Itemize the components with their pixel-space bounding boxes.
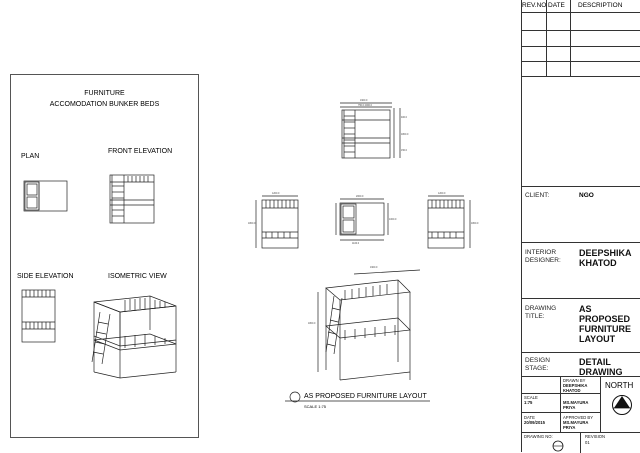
drawing-title-line4: LAYOUT: [579, 334, 616, 344]
north-label: NORTH: [605, 381, 634, 390]
drawing-no-label: DRAWING NO:: [524, 434, 553, 439]
scale-value: 1:75: [524, 400, 533, 405]
svg-text:1000.0: 1000.0: [389, 218, 397, 221]
svg-text:150.0: 150.0: [401, 149, 407, 152]
client-value: NGO: [579, 192, 594, 199]
approved-value-line2: PRIYA: [563, 425, 576, 430]
date-value: 20/09/2015: [524, 420, 545, 425]
svg-text:1900.0: 1900.0: [360, 99, 368, 102]
main-isometric-view: [318, 270, 420, 380]
drawing-title-line2: PROPOSED: [579, 314, 631, 324]
svg-text:1100.0: 1100.0: [352, 242, 360, 245]
drawn-by-value-line1: DEEPSHIKA: [563, 383, 588, 388]
svg-text:400.0: 400.0: [401, 116, 407, 119]
legend-side-elevation-label: SIDE ELEVATION: [17, 273, 74, 280]
client-label: CLIENT:: [525, 192, 550, 199]
drawing-caption-scale: SCALE 1:75: [304, 404, 327, 409]
stage-label-line2: STAGE:: [525, 365, 549, 372]
drawing-title-label-line1: DRAWING: [525, 305, 557, 312]
drawn-by-label: DRAWN BY: [563, 378, 586, 383]
legend-front-elevation-label: FRONT ELEVATION: [108, 148, 173, 155]
revision-value: 01: [585, 440, 590, 445]
legend-front-elevation-thumb: [110, 175, 154, 223]
stage-value-line2: DRAWING: [579, 367, 623, 377]
rev-header-revno: REV.NO: [522, 2, 547, 9]
designer-value-line1: DEEPSHIKA: [579, 248, 632, 258]
drawn-by-value-line2: KHATOD: [563, 388, 581, 393]
rev-header-date: DATE: [548, 2, 565, 9]
rev-header-description: DESCRIPTION: [578, 2, 623, 9]
date-label: DATE: [524, 415, 535, 420]
main-side-elevation-right: [428, 196, 470, 248]
svg-text:1800.0: 1800.0: [308, 322, 316, 325]
legend-title-line1: FURNITURE: [84, 90, 125, 97]
main-plan: [336, 199, 388, 240]
designer-label-line1: INTERIOR: [525, 249, 557, 256]
designer-label-line2: DESIGNER:: [525, 257, 561, 264]
svg-text:1800.0: 1800.0: [248, 222, 256, 225]
stage-value-line1: DETAIL: [579, 357, 611, 367]
legend-title-line2: ACCOMODATION BUNKER BEDS: [49, 101, 160, 108]
svg-text:1200.0: 1200.0: [272, 192, 280, 195]
drawing-title-line3: FURNITURE: [579, 324, 631, 334]
revision-label: REVISION: [585, 434, 606, 439]
svg-text:1200.0: 1200.0: [438, 192, 446, 195]
legend-side-elevation-thumb: [22, 290, 55, 342]
legend-isometric-label: ISOMETRIC VIEW: [108, 273, 167, 280]
svg-text:1900.0: 1900.0: [370, 266, 378, 269]
drawing-title-line1: AS: [579, 304, 592, 314]
stage-label-line1: DESIGN: [525, 357, 550, 364]
drawing-no-marker-icon: [552, 440, 564, 452]
north-arrow-icon: [611, 394, 633, 416]
checked-value-line2: PRIYA: [563, 405, 576, 410]
main-front-elevation: [340, 103, 400, 158]
svg-text:1800.0: 1800.0: [401, 133, 409, 136]
approved-value-line1: MS.MAYURA: [563, 420, 589, 425]
svg-text:1800.0: 1800.0: [471, 222, 479, 225]
legend-plan-thumb: [24, 181, 67, 211]
legend-plan-label: PLAN: [21, 153, 40, 160]
scale-label: SCALE: [524, 395, 538, 400]
svg-text:2000.0: 2000.0: [356, 195, 364, 198]
checked-value-line1: MS.MAYURA: [563, 400, 589, 405]
legend-isometric-thumb: [92, 296, 176, 378]
drawing-title-label-line2: TITLE:: [525, 313, 545, 320]
main-side-elevation-left: [256, 196, 298, 248]
svg-text:750.0 2000.0: 750.0 2000.0: [358, 104, 372, 107]
approved-label: APPROVED BY: [563, 415, 594, 420]
drawing-caption-title: AS PROPOSED FURNITURE LAYOUT: [304, 393, 427, 400]
designer-value-line2: KHATOD: [579, 258, 617, 268]
